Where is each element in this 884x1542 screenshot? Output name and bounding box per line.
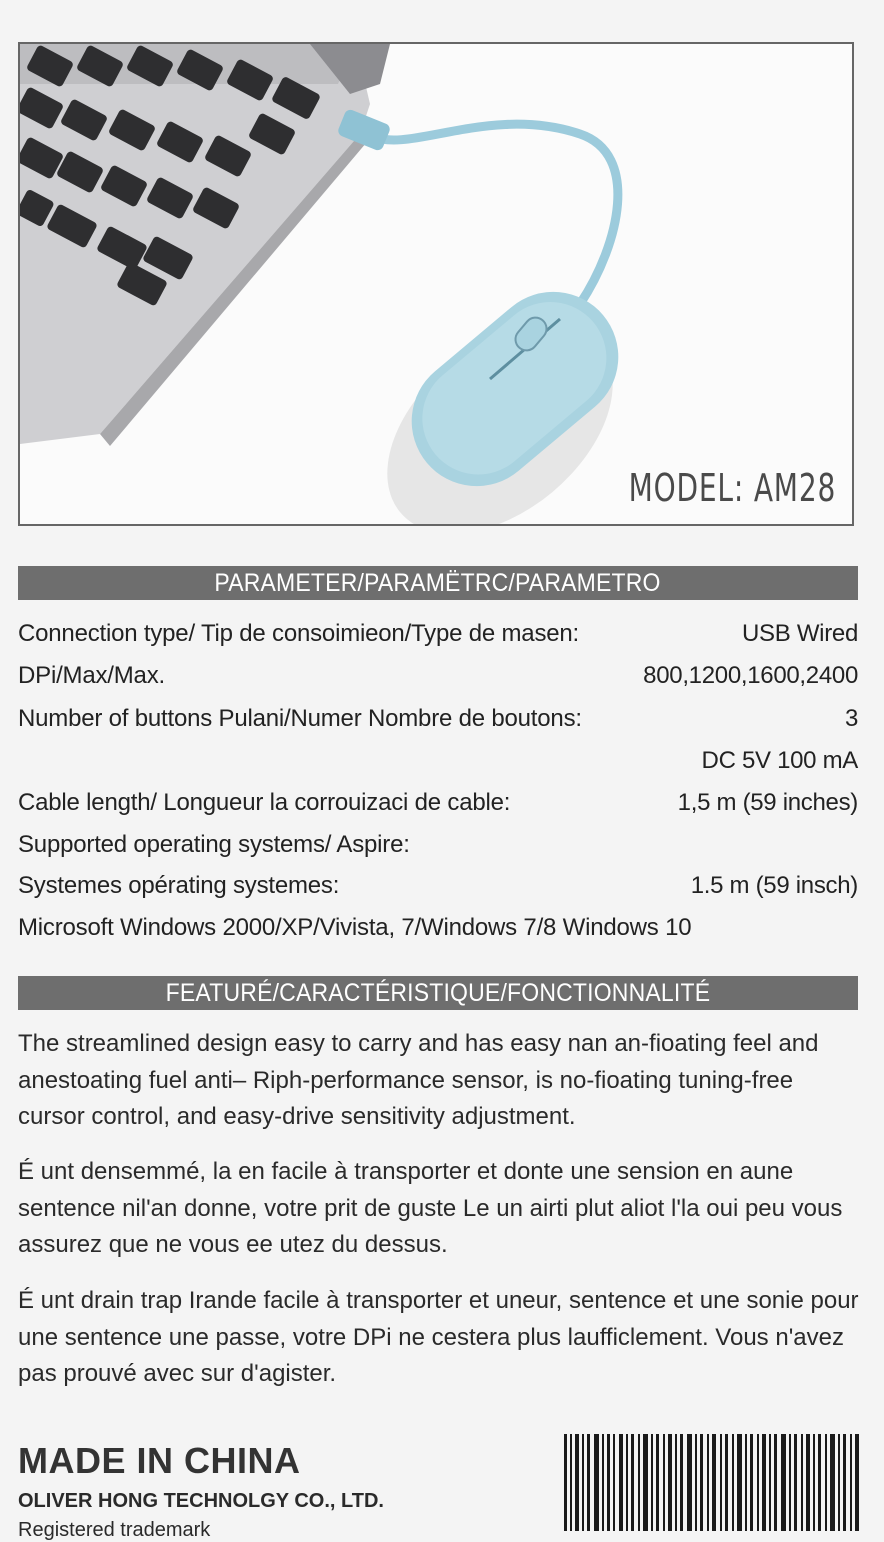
param-row: Number of buttons Pulani/Numer Nombre de boutons: 3 — [18, 705, 858, 732]
barcode — [564, 1434, 860, 1531]
feature-paragraph-fr-2: É unt drain trap Irande facile à transporter et uneur, sentence et une sonie pour une sentence une passe, votre DPi ne cestera plus laufficlement. Vous n'avez pas prouvé avec sur d'agister. — [18, 1287, 859, 1387]
feature-paragraph-en: The streamlined design easy to carry and has easy nan an-fioating feel and anestoating fuel anti– Riph-performance sensor, is no-fioating tuning-free cursor control, and easy-drive sensitivity adjustment. — [18, 1030, 819, 1130]
param-row: Cable length/ Longueur la corrouizaci de cable: 1,5 m (59 inches) — [18, 789, 858, 816]
param-row: DC 5V 100 mA — [701, 747, 858, 774]
param-row: Microsoft Windows 2000/XP/Vivista, 7/Windows 7/8 Windows 10 — [18, 914, 692, 941]
registered-note: Registered trademark — [18, 1519, 211, 1541]
param-row: Systemes opérating systemes: 1.5 m (59 insch) — [18, 872, 858, 899]
feature-paragraph-fr-1: É unt densemmé, la en facile à transporter et donte une sension en aune sentence nil'an donne, votre prit de guste Le un airti plut aliot l'la oui peu vous assurez que ne vous ee utez du dessus. — [18, 1158, 843, 1258]
product-photo — [18, 42, 854, 526]
parameter-header: PARAMETER/PARAMËTRC/PARAMETRO — [18, 566, 858, 600]
laptop-mouse-illustration — [20, 44, 854, 526]
param-row: DPi/Max/Max. 800,1200,1600,2400 — [18, 662, 858, 689]
model-label: MODEL: AM28 — [628, 466, 836, 510]
param-row: Connection type/ Tip de consoimieon/Type de masen: USB Wired — [18, 620, 858, 647]
feature-header: FEATURÉ/CARACTÉRISTIQUE/FONCTIONNALITÉ — [18, 976, 858, 1010]
param-row: Supported operating systems/ Aspire: — [18, 831, 410, 858]
company-name: OLIVER HONG TECHNOLGY CO., LTD. — [18, 1490, 384, 1512]
made-in-label: MADE IN CHINA — [18, 1440, 301, 1481]
